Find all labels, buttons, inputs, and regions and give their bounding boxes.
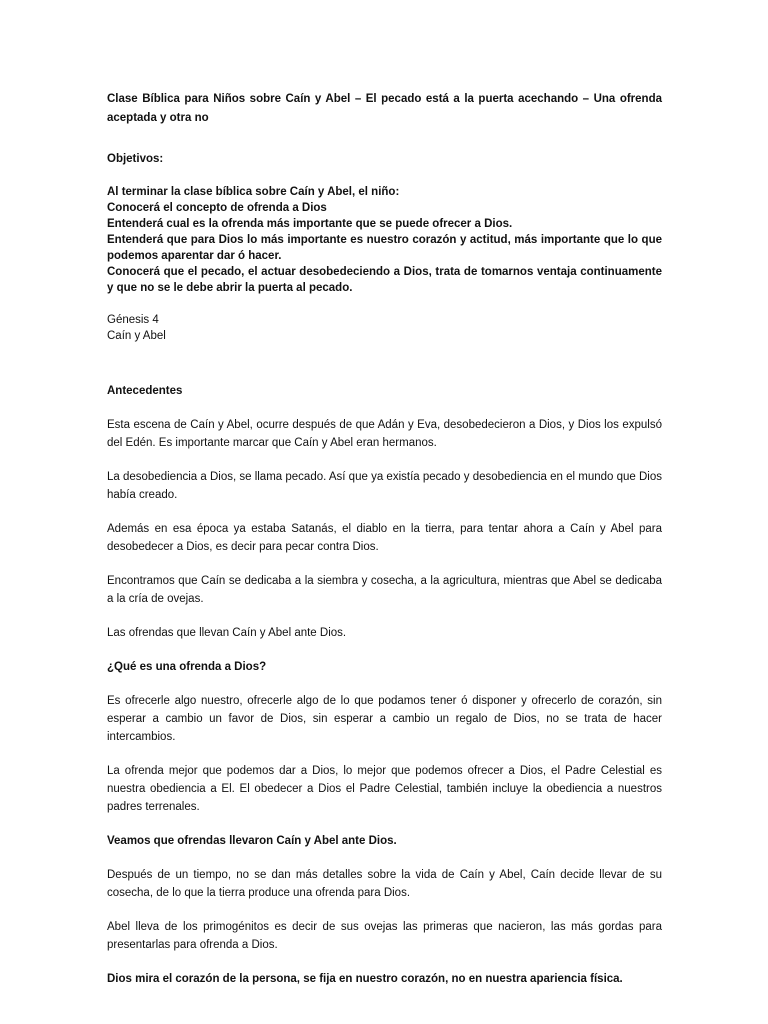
document-page xyxy=(107,90,662,1004)
objective-item: Conocerá el concepto de ofrenda a Dios xyxy=(107,202,327,214)
offering-paragraph: Es ofrecerle algo nuestro, ofrecerle algo de lo que podamos tener ó disponer y ofrecerlo de corazón, sin esperar a cambio un favor de Dios, sin esperar a cambio un regalo de Dios, no se trata de hacer intercambios. xyxy=(107,695,662,743)
objectives-intro: Al terminar la clase bíblica sobre Caín y Abel, el niño: xyxy=(107,186,400,198)
offering-paragraph: La ofrenda mejor que podemos dar a Dios, lo mejor que podemos ofrecer a Dios, el Padre Celestial es nuestra obediencia a El. El obedecer a Dios el Padre Celestial, también incluye la obediencia a nuestros padres terrenales. xyxy=(107,765,662,813)
offering-heading: ¿Qué es una ofrenda a Dios? xyxy=(107,661,267,673)
reference-topic: Caín y Abel xyxy=(107,330,166,342)
offerings-brought-heading: Veamos que ofrendas llevaron Caín y Abel ante Dios. xyxy=(107,835,397,847)
background-heading: Antecedentes xyxy=(107,385,183,397)
spacer xyxy=(107,360,662,382)
background-paragraph: Las ofrendas que llevan Caín y Abel ante Dios. xyxy=(107,627,347,639)
background-paragraph: La desobediencia a Dios, se llama pecado. Así que ya existía pecado y desobediencia en el mundo que Dios había creado. xyxy=(107,471,662,501)
objective-item: Entenderá cual es la ofrenda más importante que se puede ofrecer a Dios. xyxy=(107,218,513,230)
offerings-brought-paragraph: Abel lleva de los primogénitos es decir de sus ovejas las primeras que nacieron, las más gordas para presentarlas para ofrenda a Dios. xyxy=(107,921,662,951)
objective-item: Conocerá que el pecado, el actuar desobedeciendo a Dios, trata de tomarnos ventaja continuamente y que no se le debe abrir la puerta al pecado. xyxy=(107,266,662,294)
background-paragraph: Esta escena de Caín y Abel, ocurre después de que Adán y Eva, desobedecieron a Dios, y Dios los expulsó del Edén. Es importante marcar que Caín y Abel eran hermanos. xyxy=(107,419,662,449)
closing-statement: Dios mira el corazón de la persona, se fija en nuestro corazón, no en nuestra apariencia física. xyxy=(107,973,623,985)
background-paragraph: Encontramos que Caín se dedicaba a la siembra y cosecha, a la agricultura, mientras que Abel se dedicaba a la cría de ovejas. xyxy=(107,575,662,605)
objectives-list xyxy=(107,184,662,296)
offerings-brought-paragraph: Después de un tiempo, no se dan más detalles sobre la vida de Caín y Abel, Caín decide llevar de su cosecha, de lo que la tierra produce una ofrenda para Dios. xyxy=(107,869,662,899)
objective-item: Entenderá que para Dios lo más importante es nuestro corazón y actitud, más importante que lo que podemos aparentar dar ó hacer. xyxy=(107,234,662,262)
document-title: Clase Bíblica para Niños sobre Caín y Abel – El pecado está a la puerta acechando – Una ofrenda aceptada y otra no xyxy=(107,93,662,124)
objectives-heading: Objetivos: xyxy=(107,153,164,165)
scripture-reference xyxy=(107,312,662,344)
reference-book: Génesis 4 xyxy=(107,314,159,326)
background-paragraph: Además en esa época ya estaba Satanás, el diablo en la tierra, para tentar ahora a Caín y Abel para desobedecer a Dios, es decir para pecar contra Dios. xyxy=(107,523,662,553)
